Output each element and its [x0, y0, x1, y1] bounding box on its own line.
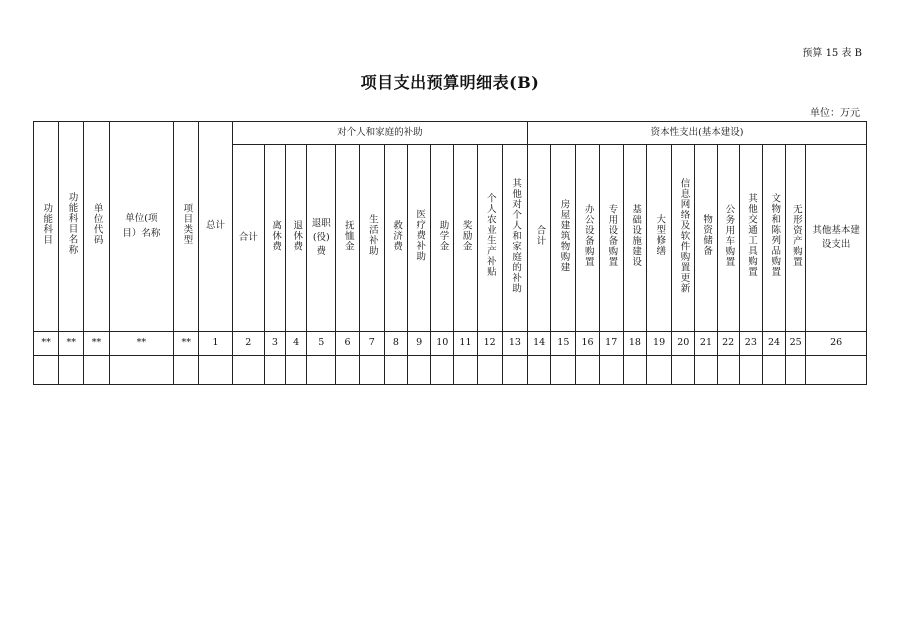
column-number-cell: 8: [384, 332, 407, 356]
header-cell: 功能科目: [34, 122, 59, 332]
data-cell: [408, 356, 431, 385]
column-number-cell: 23: [739, 332, 762, 356]
header-cell: 物资储备: [695, 145, 717, 332]
column-number-cell: 1: [199, 332, 232, 356]
column-number-cell: 18: [623, 332, 646, 356]
column-number-cell: 19: [647, 332, 672, 356]
data-cell: [59, 356, 84, 385]
data-cell: [84, 356, 109, 385]
header-cell: 奖励金: [454, 145, 477, 332]
header-cell: 无形资产购置: [786, 145, 806, 332]
header-cell: 大型修缮: [647, 145, 672, 332]
budget-table: [33, 121, 867, 385]
data-cell: [109, 356, 174, 385]
column-number-cell: 25: [786, 332, 806, 356]
column-number-cell: 26: [806, 332, 867, 356]
data-cell: [264, 356, 285, 385]
column-number-cell: 5: [307, 332, 336, 356]
data-cell: [762, 356, 785, 385]
column-number-cell: 12: [477, 332, 502, 356]
data-cell: [806, 356, 867, 385]
data-cell: [623, 356, 646, 385]
header-cell: 生活补助: [359, 145, 384, 332]
group-header: 资本性支出(基本建设): [528, 122, 867, 145]
column-number-cell: 9: [408, 332, 431, 356]
header-cell: 抚恤金: [336, 145, 359, 332]
data-cell: [551, 356, 576, 385]
header-cell: 办公设备购置: [576, 145, 599, 332]
header-cell: 专用设备购置: [599, 145, 623, 332]
column-number-cell: **: [34, 332, 59, 356]
column-number-cell: 14: [528, 332, 551, 356]
header-cell: 房屋建筑物购建: [551, 145, 576, 332]
column-number-cell: 16: [576, 332, 599, 356]
form-code: 预算 15 表 B: [802, 48, 862, 59]
unit-label: 单位：万元: [810, 108, 860, 119]
column-number-cell: 21: [695, 332, 717, 356]
header-cell: 退休费: [286, 145, 307, 332]
header-cell: 项目类型: [174, 122, 199, 332]
data-cell: [672, 356, 695, 385]
header-cell: 合计: [232, 145, 264, 332]
data-cell: [336, 356, 359, 385]
data-cell: [786, 356, 806, 385]
column-number-cell: 15: [551, 332, 576, 356]
header-cell: 基础设施建设: [623, 145, 646, 332]
group-header: 对个人和家庭的补助: [232, 122, 527, 145]
column-number-cell: 10: [431, 332, 454, 356]
data-cell: [199, 356, 232, 385]
column-number-cell: 24: [762, 332, 785, 356]
column-number-cell: 13: [502, 332, 527, 356]
column-number-cell: 7: [359, 332, 384, 356]
header-cell: 合计: [528, 145, 551, 332]
header-cell: 救济费: [384, 145, 407, 332]
column-number-cell: **: [174, 332, 199, 356]
data-cell: [384, 356, 407, 385]
data-cell: [502, 356, 527, 385]
header-row-group: [34, 122, 867, 145]
column-number-cell: 22: [717, 332, 739, 356]
data-cell: [477, 356, 502, 385]
header-cell: 单位(项目）名称: [109, 122, 174, 332]
data-cell: [431, 356, 454, 385]
column-number-cell: 3: [264, 332, 285, 356]
data-cell: [739, 356, 762, 385]
header-cell: 其他交通工具购置: [739, 145, 762, 332]
column-number-row: [34, 332, 867, 356]
data-cell: [647, 356, 672, 385]
column-number-cell: **: [59, 332, 84, 356]
header-cell: 其他基本建设支出: [806, 145, 867, 332]
column-number-cell: 17: [599, 332, 623, 356]
data-cell: [34, 356, 59, 385]
data-cell: [307, 356, 336, 385]
column-number-cell: 11: [454, 332, 477, 356]
data-cell: [232, 356, 264, 385]
header-cell: 退职(役)费: [307, 145, 336, 332]
column-number-cell: **: [84, 332, 109, 356]
data-cell: [528, 356, 551, 385]
header-cell: 信息网络及软件购置更新: [672, 145, 695, 332]
page-title: 项目支出预算明细表(B): [360, 73, 540, 92]
data-cell: [359, 356, 384, 385]
header-cell: 其他对个人和家庭的补助: [502, 145, 527, 332]
column-number-cell: 20: [672, 332, 695, 356]
header-cell: 总计: [199, 122, 232, 332]
data-cell: [174, 356, 199, 385]
data-cell: [599, 356, 623, 385]
empty-data-row: [34, 356, 867, 385]
column-number-cell: 6: [336, 332, 359, 356]
header-cell: 公务用车购置: [717, 145, 739, 332]
header-cell: 单位代码: [84, 122, 109, 332]
header-cell: 文物和陈列品购置: [762, 145, 785, 332]
header-cell: 助学金: [431, 145, 454, 332]
data-cell: [454, 356, 477, 385]
column-number-cell: 2: [232, 332, 264, 356]
data-cell: [286, 356, 307, 385]
column-number-cell: **: [109, 332, 174, 356]
data-cell: [695, 356, 717, 385]
header-cell: 个人农业生产补贴: [477, 145, 502, 332]
data-cell: [576, 356, 599, 385]
header-cell: 功能科目名称: [59, 122, 84, 332]
column-number-cell: 4: [286, 332, 307, 356]
header-cell: 医疗费补助: [408, 145, 431, 332]
data-cell: [717, 356, 739, 385]
header-cell: 离休费: [264, 145, 285, 332]
